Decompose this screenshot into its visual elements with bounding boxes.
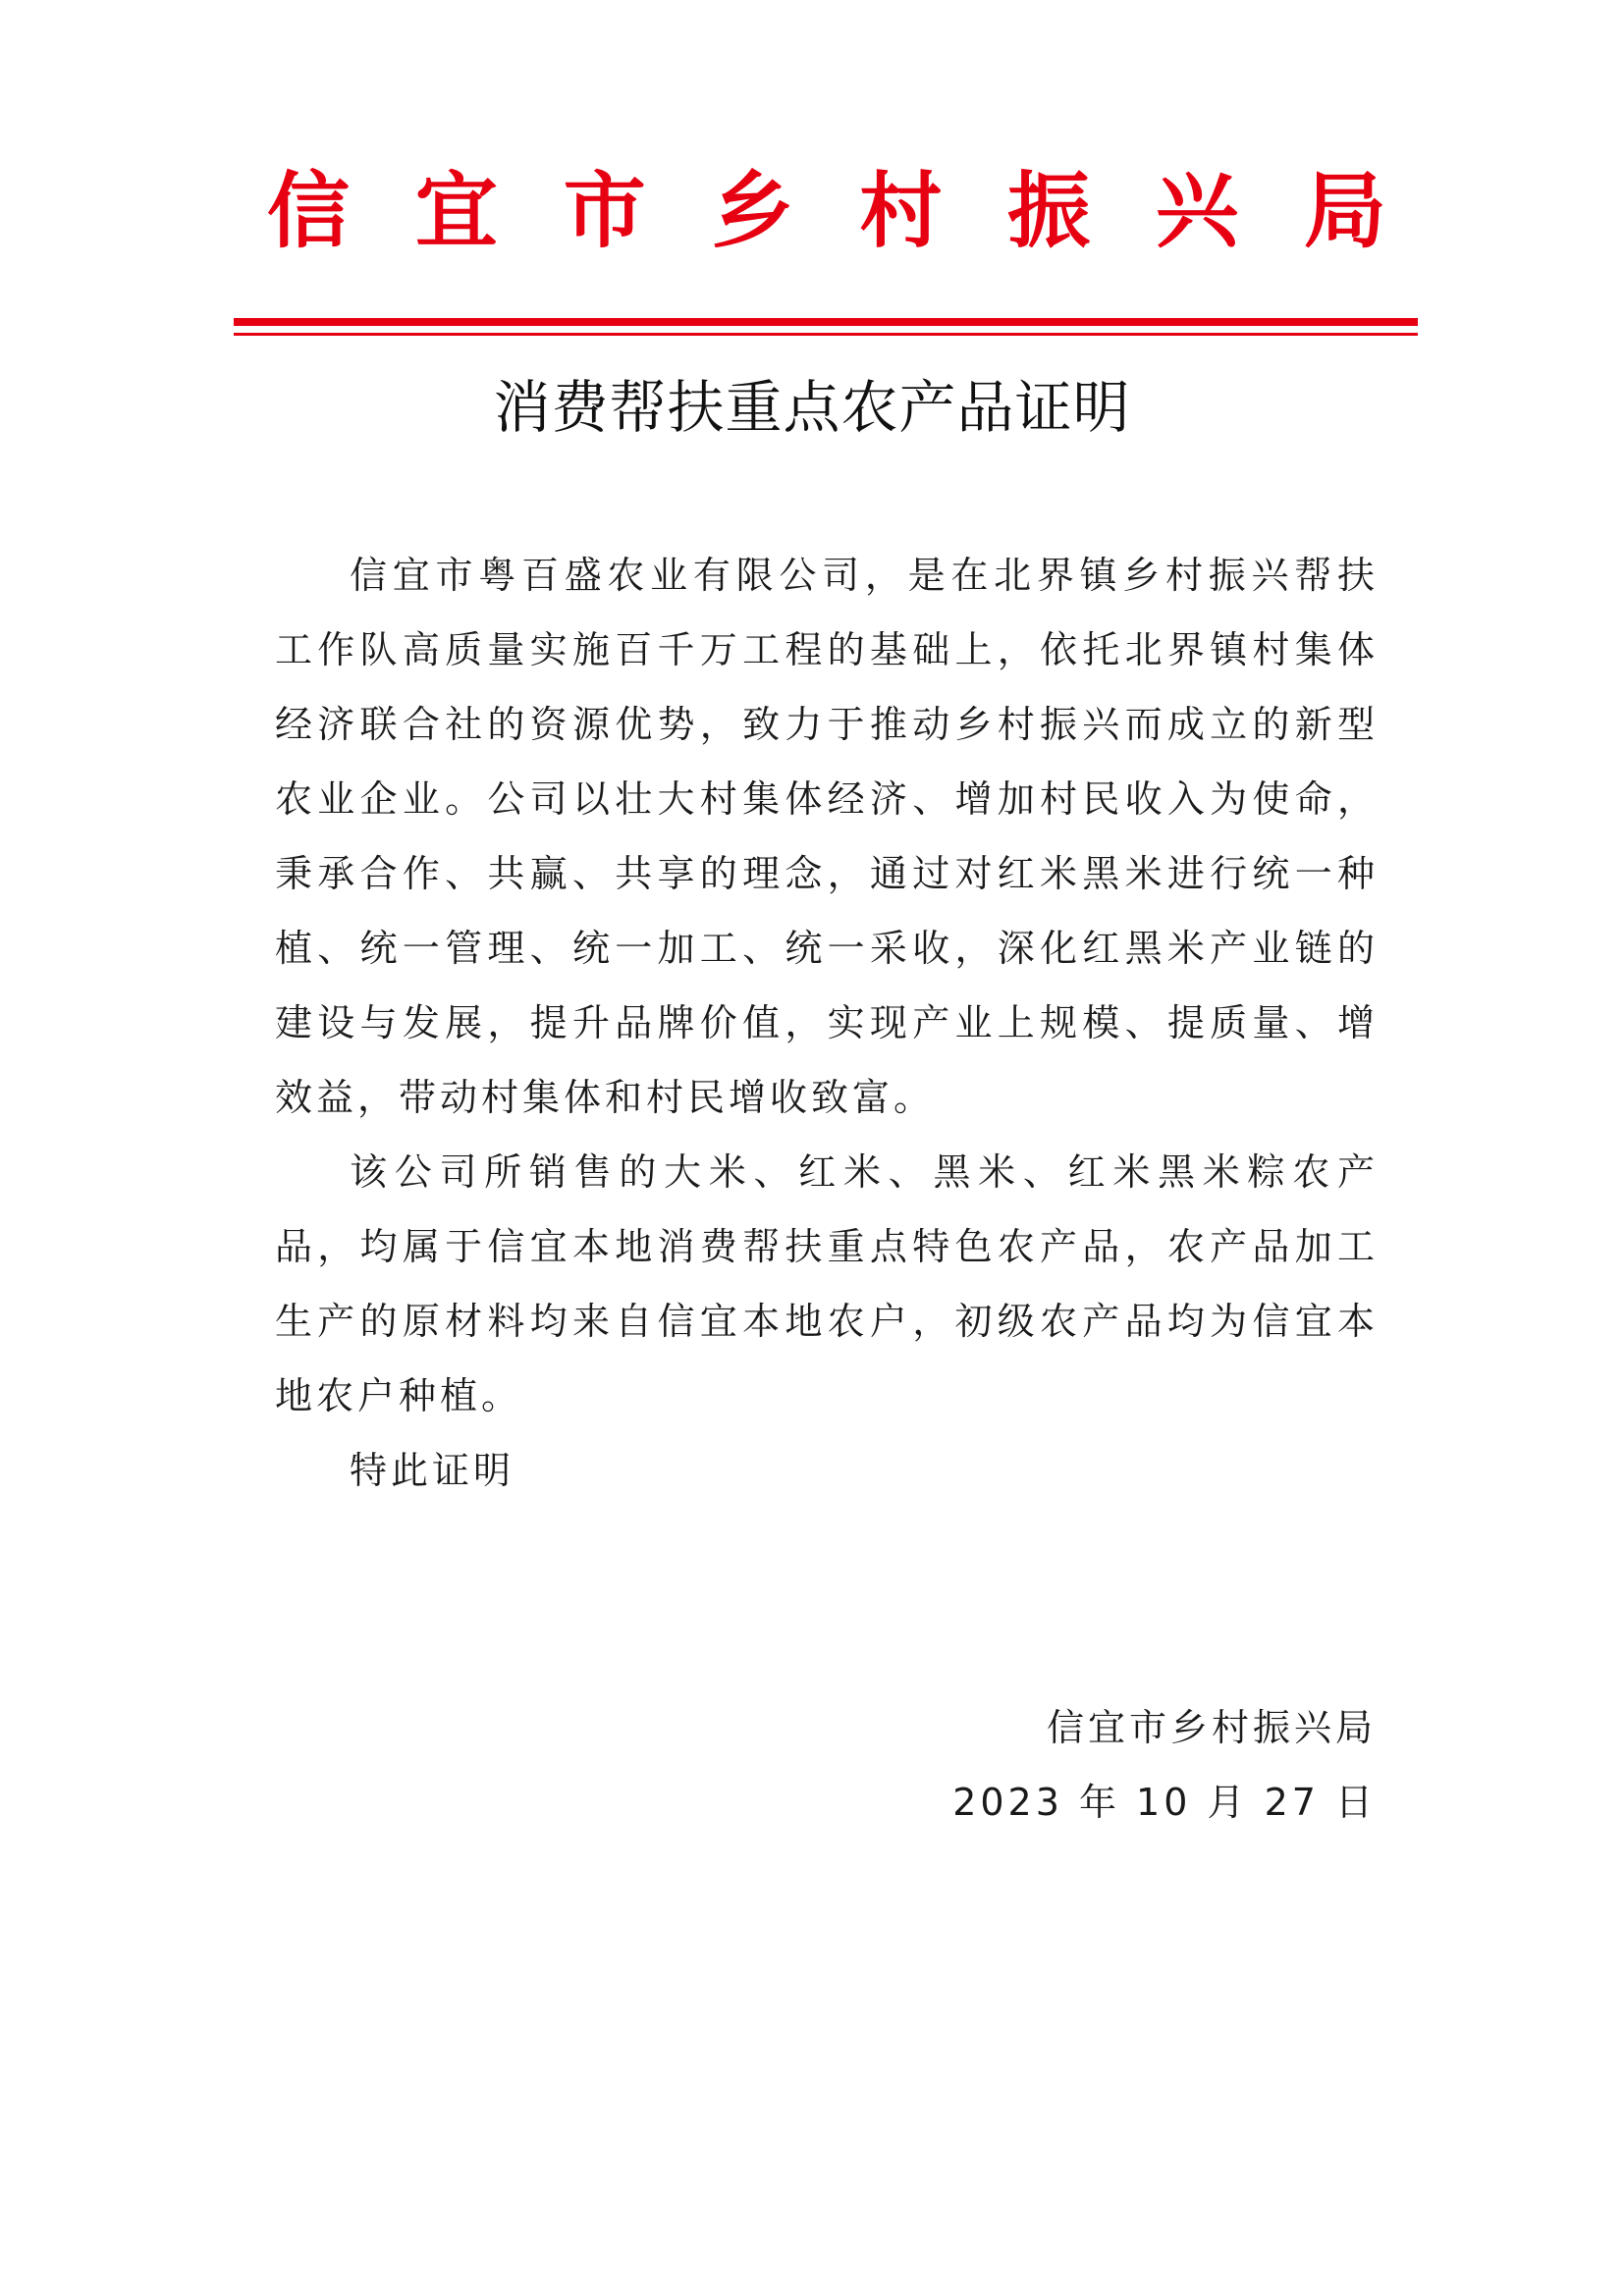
masthead-char: 乡 bbox=[711, 162, 794, 259]
issue-date: 2023 年 10 月 27 日 bbox=[952, 1781, 1377, 1824]
masthead-char: 振 bbox=[1007, 162, 1091, 259]
body-paragraph: 信宜市粤百盛农业有限公司，是在北界镇乡村振兴帮扶工作队高质量实施百千万工程的基础上，依托北界镇村集体经济联合社的资源优势，致力于推动乡村振兴而成立的新型农业企业。公司以壮大村集体经济、增加村民收入为使命，秉承合作、共赢、共享的理念，通过对红米黑米进行统一种植、统一管理、统一加工、统一采收，深化红黑米产业链的建设与发展，提升品牌价值，实现产业上规模、提质量、增效益，带动村集体和村民增收致富。 bbox=[275, 554, 1379, 1119]
document-body bbox=[275, 538, 1379, 1508]
masthead-divider-thick bbox=[234, 318, 1418, 326]
masthead-char: 兴 bbox=[1156, 162, 1239, 259]
signature-block bbox=[952, 1690, 1377, 1840]
masthead-char: 市 bbox=[563, 162, 646, 259]
masthead-title bbox=[267, 157, 1386, 265]
document-title: 消费帮扶重点农产品证明 bbox=[493, 374, 1131, 441]
masthead-char: 村 bbox=[859, 162, 943, 259]
masthead-char: 宜 bbox=[414, 162, 498, 259]
body-paragraph: 该公司所销售的大米、红米、黑米、红米黑米粽农产品，均属于信宜本地消费帮扶重点特色农产品，农产品加工生产的原材料均来自信宜本地农户，初级农产品均为信宜本地农户种植。 bbox=[275, 1150, 1379, 1417]
masthead-divider-thin bbox=[234, 333, 1418, 336]
closing-line: 特此证明 bbox=[350, 1449, 515, 1492]
masthead-char: 局 bbox=[1303, 162, 1386, 259]
issuer-name: 信宜市乡村振兴局 bbox=[1046, 1706, 1377, 1749]
masthead-char: 信 bbox=[267, 162, 351, 259]
